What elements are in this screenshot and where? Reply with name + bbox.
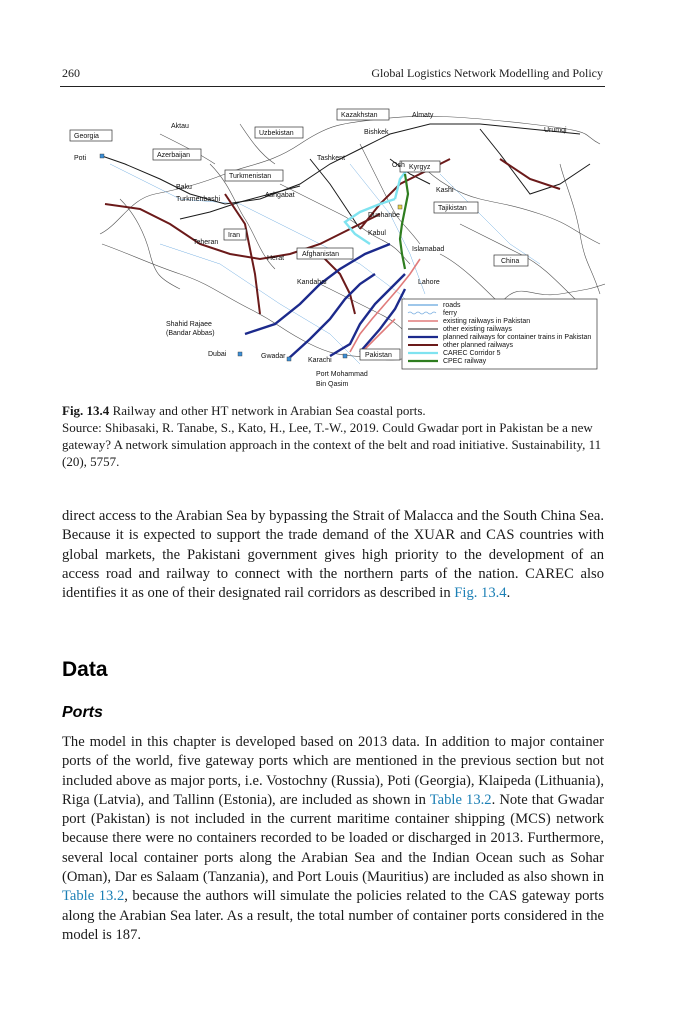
subsection-heading: Ports (62, 704, 103, 721)
map-label-bishkek: Bishkek (364, 129, 389, 136)
map-label-aktau: Aktau (171, 123, 189, 130)
paragraph-text: . Note that Gwadar port (Pakistan) is not included in the current maritime container shipping (MCS) network because there were no containers recorded to be loaded or discharged in 2013. Furthermore, several local container ports along the Arabian Sea and the Indian Ocean such as Sohar (Oman), Dar es Salaam (Tanzania), and Port Louis (Mauritius) are included as also shown in (62, 791, 604, 886)
map-label-turkmenistan: Turkmenistan (229, 173, 272, 180)
paragraph-text: The model in this chapter is developed based on 2013 data. In addition to major container ports of the world, five gateway ports which are mentioned in the previous section but not included above as major ports, i.e. Vostochny (Russia), Poti (Georgia), Klaipeda (Lithuania), Riga (Latvia), and Tallinn (Estonia), are included as shown in (62, 734, 604, 808)
legend-label: roads (443, 302, 461, 309)
city-marker (343, 354, 347, 358)
paragraph-text: direct access to the Arabian Sea by bypassing the Strait of Malacca and the South China Sea. Because it is expected to support the trade demand of the XUAR and CAS countries with global markets, the Pakistani government gives high priority to the development of an access road and railway to connect with the northern parts of the nation. CAREC also identifies it as one of their designated rail corridors as described in (62, 508, 604, 602)
section-heading: Data (62, 658, 108, 681)
page-header (60, 64, 605, 87)
map-label-almaty: Almaty (412, 112, 434, 119)
map-label-baku: Baku (176, 184, 192, 191)
legend-label: CPEC railway (443, 358, 487, 365)
map-label-kashi: Kashi (436, 187, 454, 194)
figure-label: Fig. 13.4 (62, 403, 110, 418)
map-label-osh: Osh (392, 162, 405, 169)
legend-label: other existing railways (443, 326, 512, 333)
city-marker (100, 154, 104, 158)
map-label-lahore: Lahore (418, 279, 440, 286)
map-label-tashkent: Tashkent (317, 155, 346, 162)
map-label-turkmenbashi: Turkmenbashi (176, 196, 221, 203)
paragraph-ports (62, 733, 604, 945)
map-label-kyrgyz: Kyrgyz (409, 164, 431, 171)
railway-network-map (60, 104, 605, 396)
paragraph-text: . (506, 585, 511, 602)
table-reference-link[interactable]: Table 13.2 (62, 888, 125, 905)
figure-title: Railway and other HT network in Arabian Sea coastal ports. (112, 403, 426, 418)
map-label-ashgabat: Ashgabat (265, 192, 295, 199)
map-label-port-qasim-line1: Port Mohammad (316, 371, 368, 378)
legend-label: other planned railways (443, 342, 514, 349)
map-label-iran: Iran (228, 232, 241, 239)
legend-label: existing railways in Pakistan (443, 318, 531, 325)
city-marker (238, 352, 242, 356)
map-label-china: China (501, 258, 520, 265)
map-label-pakistan: Pakistan (365, 352, 392, 359)
running-head: Global Logistics Network Modelling and Policy (371, 66, 603, 80)
map-label-herat: Herat (267, 255, 285, 262)
map-label-teheran: Teheran (193, 239, 219, 246)
page-number: 260 (62, 66, 80, 80)
map-label-kabul: Kabul (368, 230, 386, 237)
figure-caption (62, 402, 604, 470)
map-label-georgia: Georgia (74, 133, 99, 140)
map-label-kandahar: Kandahar (297, 279, 328, 286)
map-label-kazakhstan: Kazakhstan (341, 112, 378, 119)
map-label-uzbekistan: Uzbekistan (259, 130, 294, 137)
map-label-azerbaijan: Azerbaijan (157, 152, 191, 159)
figure-map (60, 104, 605, 396)
map-label-gwadar: Gwadar (261, 353, 286, 360)
map-label-urumqi: Urumqi (544, 127, 567, 134)
city-marker (398, 205, 402, 209)
map-label-islamabad: Islamabad (412, 246, 445, 253)
map-label-karachi: Karachi (308, 357, 332, 364)
figure-source: Source: Shibasaki, R. Tanabe, S., Kato, H., Lee, T.-W., 2019. Could Gwadar port in Pakistan be a new gateway? A network simulation approach in the context of the belt and road initiative. Sustainability, 11 (20), 5757. (62, 420, 602, 469)
table-reference-link[interactable]: Table 13.2 (429, 791, 492, 808)
legend-label: CAREC Corridor 5 (443, 350, 501, 357)
paragraph-text: , because the authors will simulate the policies related to the CAS gateway ports along the Arabian Sea later. As a result, the total number of container ports considered in the model is 187. (62, 888, 605, 943)
legend-label: ferry (443, 310, 457, 317)
figure-reference-link[interactable]: Fig. 13.4 (454, 585, 507, 602)
map-label-dushanbe: Dushanbe (368, 212, 400, 219)
map-label-tajikistan: Tajikistan (438, 205, 467, 212)
legend-label: planned railways for container trains in Pakistan (443, 334, 592, 341)
map-label-bandar-abbas: (Bandar Abbas) (166, 330, 215, 337)
map-label-port-qasim-line2: Bin Qasim (316, 381, 349, 388)
city-marker (287, 357, 291, 361)
map-label-poti: Poti (74, 155, 87, 162)
map-label-dubai: Dubai (208, 351, 227, 358)
paragraph-intro (62, 507, 604, 603)
map-label-afghanistan: Afghanistan (302, 251, 339, 258)
map-label-shahid-rajaee: Shahid Rajaee (166, 321, 212, 328)
